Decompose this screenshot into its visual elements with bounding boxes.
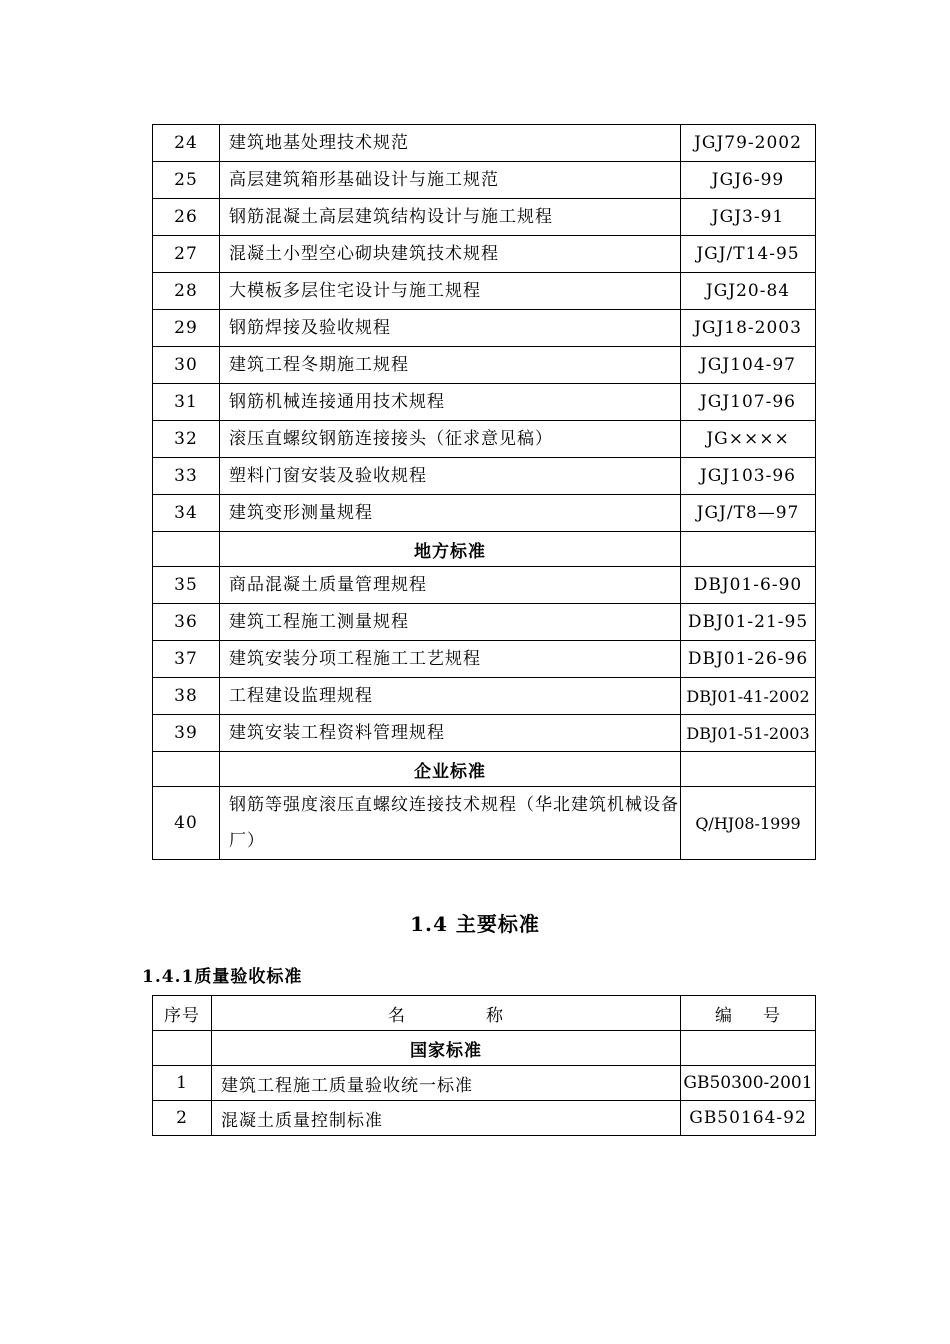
- section-title-enterprise: 企业标准: [220, 752, 681, 787]
- standard-name: 建筑安装工程资料管理规程: [220, 715, 681, 752]
- row-number: 2: [153, 1101, 212, 1136]
- row-number: 28: [153, 273, 220, 310]
- standard-code: JGJ20-84: [681, 273, 816, 310]
- section-row-local: [153, 532, 816, 567]
- table-row: [153, 567, 816, 604]
- table-row: [153, 162, 816, 199]
- row-number: 32: [153, 421, 220, 458]
- empty-cell: [153, 1031, 212, 1066]
- standard-code: GB50300-2001: [681, 1066, 816, 1101]
- standards-table-industry: [152, 124, 816, 860]
- table-row: [153, 604, 816, 641]
- standard-name: 建筑工程施工质量验收统一标准: [212, 1066, 681, 1101]
- standard-code: Q/HJ08-1999: [681, 787, 816, 860]
- standard-name: 建筑地基处理技术规范: [220, 125, 681, 162]
- row-number: 39: [153, 715, 220, 752]
- table-row: [153, 347, 816, 384]
- table-row: [153, 236, 816, 273]
- standard-code: DBJ01-26-96: [681, 641, 816, 678]
- row-number: 36: [153, 604, 220, 641]
- section-row-national: [153, 1031, 816, 1066]
- standard-name: 建筑变形测量规程: [220, 495, 681, 532]
- row-number: 31: [153, 384, 220, 421]
- table-row: [153, 787, 816, 860]
- standard-name: 高层建筑箱形基础设计与施工规范: [220, 162, 681, 199]
- section-row-enterprise: [153, 752, 816, 787]
- standard-code: DBJ01-51-2003: [681, 715, 816, 752]
- row-number: 26: [153, 199, 220, 236]
- table-row: [153, 384, 816, 421]
- row-number: 24: [153, 125, 220, 162]
- table-row: [153, 199, 816, 236]
- table-row: [153, 421, 816, 458]
- standard-name: 混凝土质量控制标准: [212, 1101, 681, 1136]
- standard-name: 混凝土小型空心砌块建筑技术规程: [220, 236, 681, 273]
- standard-name: 钢筋等强度滚压直螺纹连接技术规程（华北建筑机械设备厂）: [220, 787, 681, 860]
- header-name-part: 称: [486, 1005, 504, 1026]
- standard-name: 商品混凝土质量管理规程: [220, 567, 681, 604]
- header-code: [681, 996, 816, 1031]
- standard-code: JGJ18-2003: [681, 310, 816, 347]
- header-name-part: 名: [388, 1005, 406, 1026]
- empty-cell: [681, 532, 816, 567]
- table-row: [153, 678, 816, 715]
- section-heading: 1.4 主要标准: [410, 912, 540, 936]
- empty-cell: [681, 1031, 816, 1066]
- standard-name: 建筑工程冬期施工规程: [220, 347, 681, 384]
- section-title-local: 地方标准: [220, 532, 681, 567]
- standard-code: JGJ/T14-95: [681, 236, 816, 273]
- header-name: [212, 996, 681, 1031]
- header-code-part: 号: [763, 1005, 781, 1026]
- standard-code: DBJ01-6-90: [681, 567, 816, 604]
- standard-name: 建筑工程施工测量规程: [220, 604, 681, 641]
- header-number: 序号: [153, 996, 212, 1031]
- row-number: 37: [153, 641, 220, 678]
- table-row: [153, 495, 816, 532]
- row-number: 1: [153, 1066, 212, 1101]
- table-row: [153, 641, 816, 678]
- row-number: 40: [153, 787, 220, 860]
- table-row: [153, 1101, 816, 1136]
- table-row: [153, 715, 816, 752]
- empty-cell: [681, 752, 816, 787]
- standard-code: JGJ104-97: [681, 347, 816, 384]
- table-row: [153, 273, 816, 310]
- standard-name: 滚压直螺纹钢筋连接接头（征求意见稿）: [220, 421, 681, 458]
- standard-name: 大模板多层住宅设计与施工规程: [220, 273, 681, 310]
- row-number: 35: [153, 567, 220, 604]
- standard-code: DBJ01-21-95: [681, 604, 816, 641]
- standard-code: JG××××: [681, 421, 816, 458]
- standard-name: 建筑安装分项工程施工工艺规程: [220, 641, 681, 678]
- standards-table-quality: [152, 995, 816, 1136]
- section-title-national: 国家标准: [212, 1031, 681, 1066]
- standard-name: 钢筋焊接及验收规程: [220, 310, 681, 347]
- row-number: 29: [153, 310, 220, 347]
- row-number: 38: [153, 678, 220, 715]
- standard-code: GB50164-92: [681, 1101, 816, 1136]
- standard-name: 塑料门窗安装及验收规程: [220, 458, 681, 495]
- standard-code: JGJ6-99: [681, 162, 816, 199]
- standard-code: JGJ/T8—97: [681, 495, 816, 532]
- standard-name: 钢筋混凝土高层建筑结构设计与施工规程: [220, 199, 681, 236]
- table-row: [153, 310, 816, 347]
- standard-code: JGJ3-91: [681, 199, 816, 236]
- standard-code: JGJ79-2002: [681, 125, 816, 162]
- table-row: [153, 125, 816, 162]
- row-number: 33: [153, 458, 220, 495]
- standard-code: DBJ01-41-2002: [681, 678, 816, 715]
- header-code-part: 编: [715, 1005, 733, 1026]
- table-row: [153, 458, 816, 495]
- empty-cell: [153, 752, 220, 787]
- subsection-heading: 1.4.1质量验收标准: [142, 967, 303, 987]
- row-number: 25: [153, 162, 220, 199]
- table-header-row: [153, 996, 816, 1031]
- standard-code: JGJ107-96: [681, 384, 816, 421]
- table-row: [153, 1066, 816, 1101]
- standard-code: JGJ103-96: [681, 458, 816, 495]
- standard-name: 钢筋机械连接通用技术规程: [220, 384, 681, 421]
- row-number: 34: [153, 495, 220, 532]
- standard-name: 工程建设监理规程: [220, 678, 681, 715]
- empty-cell: [153, 532, 220, 567]
- row-number: 30: [153, 347, 220, 384]
- row-number: 27: [153, 236, 220, 273]
